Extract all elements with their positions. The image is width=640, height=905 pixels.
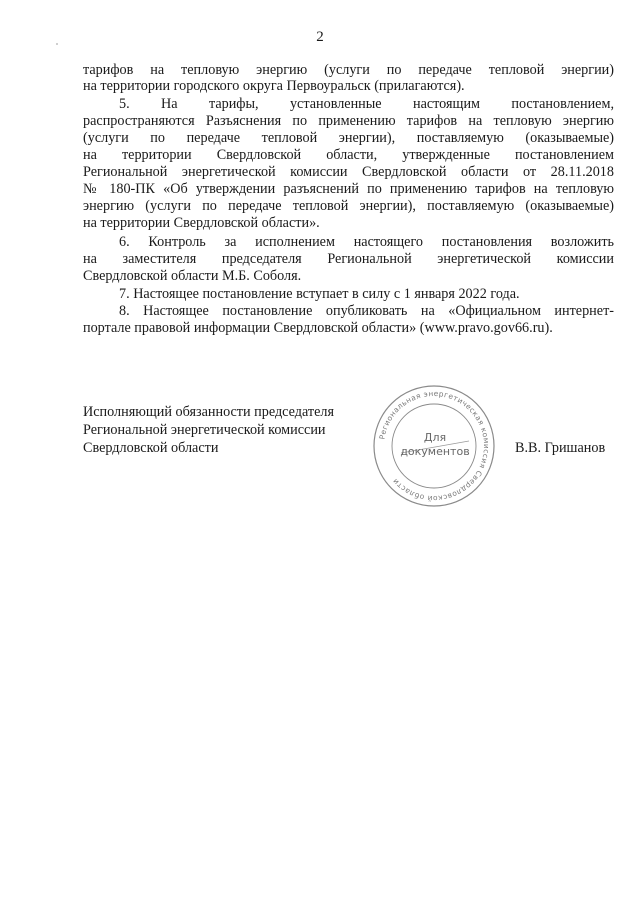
stamp-center-line: Для	[423, 431, 447, 444]
body-line: Свердловской области М.Б. Соболя.	[83, 268, 302, 284]
body-line: Региональной энергетической комиссии Свердловской области от 28.11.2018	[83, 164, 614, 180]
body-line: на заместителя председателя Региональной энергетической комиссии	[83, 251, 614, 267]
body-line: на территории городского округа Первоуральск (прилагаются).	[83, 78, 465, 94]
signatory-position-line: Исполняющий обязанности председателя	[83, 404, 334, 420]
body-line: 6. Контроль за исполнением настоящего постановления возложить	[119, 234, 614, 250]
body-line: (услуги по передаче тепловой энергии), поставляемую (оказываемые)	[83, 130, 614, 146]
signatory-name: В.В. Гришанов	[515, 440, 606, 456]
body-line: на территории Свердловской области».	[83, 215, 320, 231]
body-line: тарифов на тепловую энергию (услуги по передаче тепловой энергии)	[83, 62, 614, 78]
stamp-ring-text: Региональная энергетическая комиссия Свердловской области	[377, 388, 492, 504]
stamp-center-line: документов	[400, 445, 470, 458]
page-number: 2	[316, 29, 324, 45]
official-stamp	[371, 383, 497, 509]
body-line: 8. Настоящее постановление опубликовать на «Официальном интернет-	[119, 303, 614, 319]
body-line: № 180-ПК «Об утверждении разъяснений по применению тарифов на тепловую	[83, 181, 614, 197]
body-line: портале правовой информации Свердловской области» (www.pravo.gov66.ru).	[83, 320, 553, 336]
body-line: 5. На тарифы, установленные настоящим постановлением,	[119, 96, 614, 112]
body-line: распространяются Разъяснения по применению тарифов на тепловую энергию	[83, 113, 614, 129]
body-line: энергию (услуги по передаче тепловой энергии), поставляемую (оказываемые)	[83, 198, 614, 214]
signatory-position-line: Региональной энергетической комиссии	[83, 422, 326, 438]
body-line: 7. Настоящее постановление вступает в силу с 1 января 2022 года.	[119, 286, 520, 302]
body-line: на территории Свердловской области, утвержденные постановлением	[83, 147, 614, 163]
signatory-position-line: Свердловской области	[83, 440, 219, 456]
